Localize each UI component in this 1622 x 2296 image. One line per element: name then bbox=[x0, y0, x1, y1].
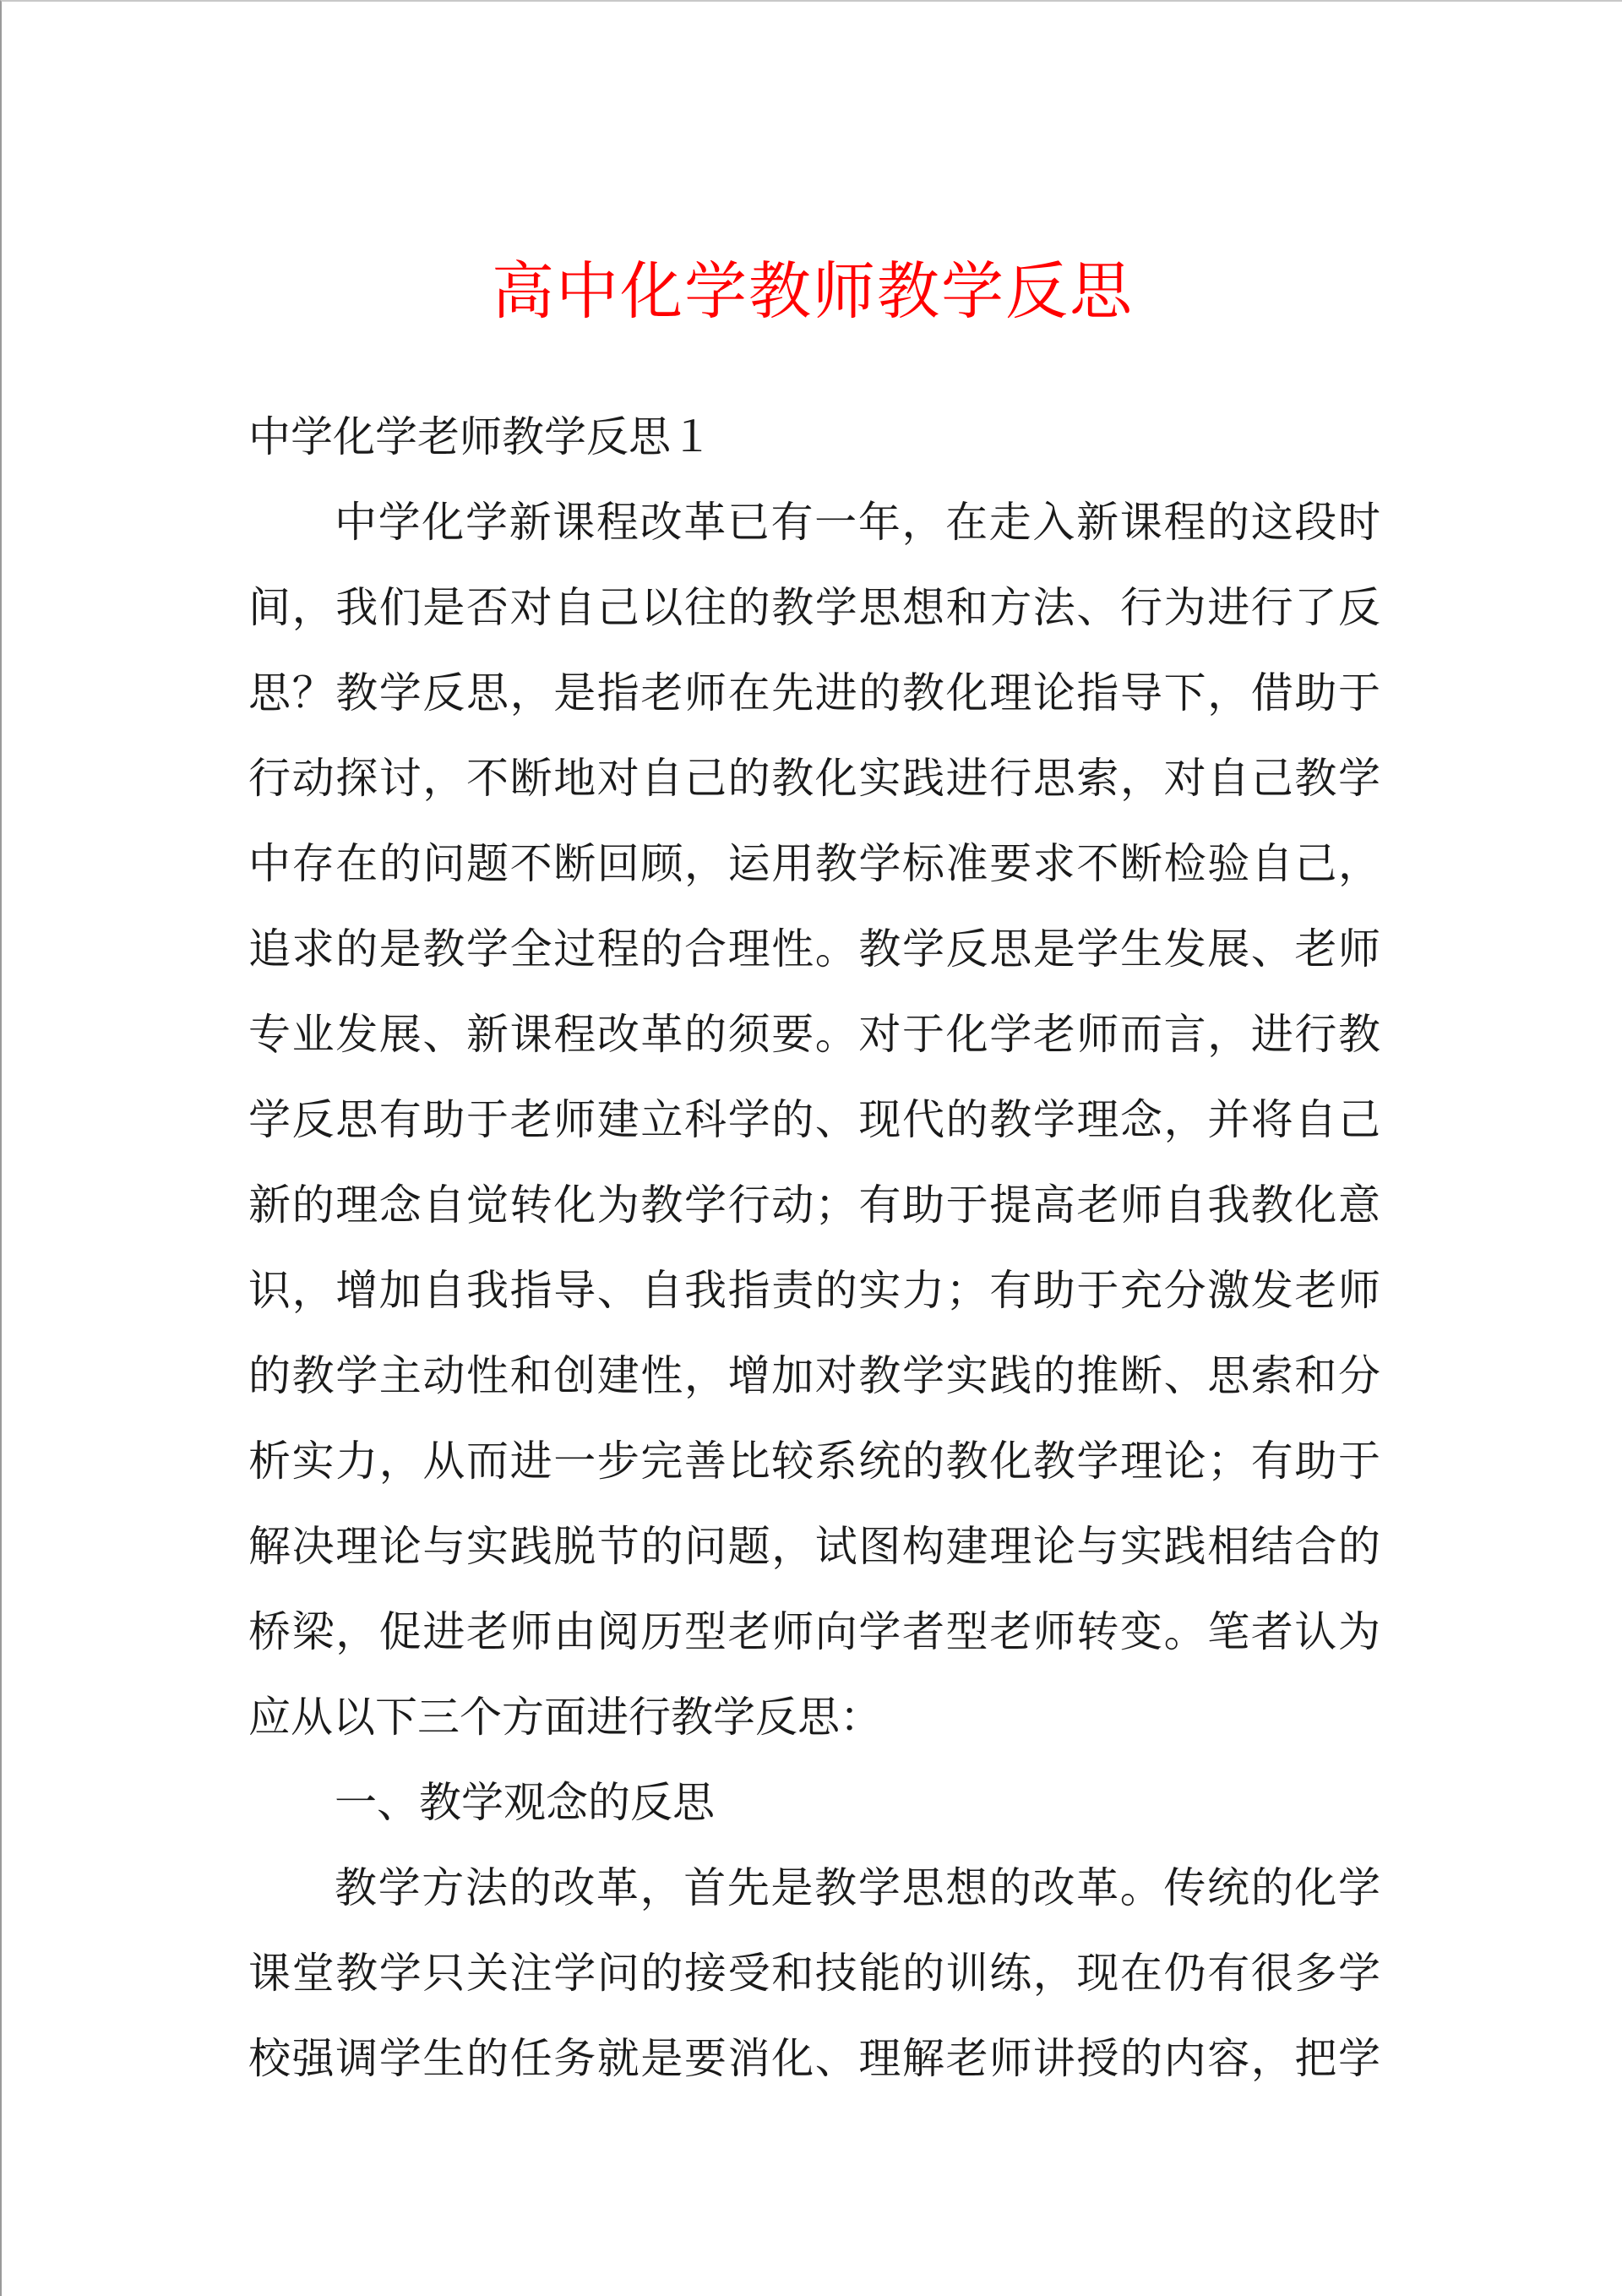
paragraph-1-line-10: 识，增加自我指导、自我指责的实力；有助于充分激发老师 bbox=[248, 1266, 1380, 1315]
paragraph-1-line-11: 的教学主动性和创建性，增加对教学实践的推断、思索和分 bbox=[248, 1351, 1380, 1400]
paragraph-1-line-4: 行动探讨，不断地对自己的教化实践进行思索，对自己教学 bbox=[248, 754, 1380, 803]
paragraph-1-line-5: 中存在的问题不断回顾，运用教学标准要求不断检验自己， bbox=[248, 839, 1380, 888]
paragraph-2-line-2: 课堂教学只关注学问的接受和技能的训练，现在仍有很多学 bbox=[248, 1949, 1380, 1998]
paragraph-1-line-6: 追求的是教学全过程的合理性。教学反思是学生发展、老师 bbox=[248, 924, 1380, 973]
paragraph-1-line-2: 间，我们是否对自己以往的教学思想和方法、行为进行了反 bbox=[248, 583, 1380, 632]
paragraph-1-line-15: 应从以下三个方面进行教学反思： bbox=[248, 1693, 882, 1742]
paragraph-1-line-1: 中学化学新课程改革已有一年，在走入新课程的这段时 bbox=[335, 498, 1380, 547]
paragraph-1-line-3: 思？教学反思，是指老师在先进的教化理论指导下，借助于 bbox=[248, 668, 1380, 717]
paragraph-1-line-8: 学反思有助于老师建立科学的、现代的教学理念，并将自己 bbox=[248, 1095, 1380, 1144]
subheading: 一、教学观念的反思 bbox=[335, 1778, 715, 1827]
paragraph-2-line-3: 校强调学生的任务就是要消化、理解老师讲授的内容，把学 bbox=[248, 2034, 1380, 2083]
paragraph-1-line-14: 桥梁，促进老师由阅历型老师向学者型老师转变。笔者认为 bbox=[248, 1607, 1380, 1656]
section-heading: 中学化学老师教学反思１ bbox=[248, 412, 713, 461]
document-body bbox=[248, 395, 1380, 2102]
paragraph-1-line-13: 解决理论与实践脱节的问题，试图构建理论与实践相结合的 bbox=[248, 1522, 1380, 1571]
paragraph-2-line-1: 教学方法的改革，首先是教学思想的改革。传统的化学 bbox=[335, 1863, 1380, 1912]
paragraph-1-line-7: 专业发展、新课程改革的须要。对于化学老师而言，进行教 bbox=[248, 1010, 1380, 1059]
paragraph-1-line-12: 析实力，从而进一步完善比较系统的教化教学理论；有助于 bbox=[248, 1437, 1380, 1486]
paragraph-1-line-9: 新的理念自觉转化为教学行动；有助于提高老师自我教化意 bbox=[248, 1181, 1380, 1230]
document-title: 高中化学教师教学反思 bbox=[492, 255, 1134, 328]
